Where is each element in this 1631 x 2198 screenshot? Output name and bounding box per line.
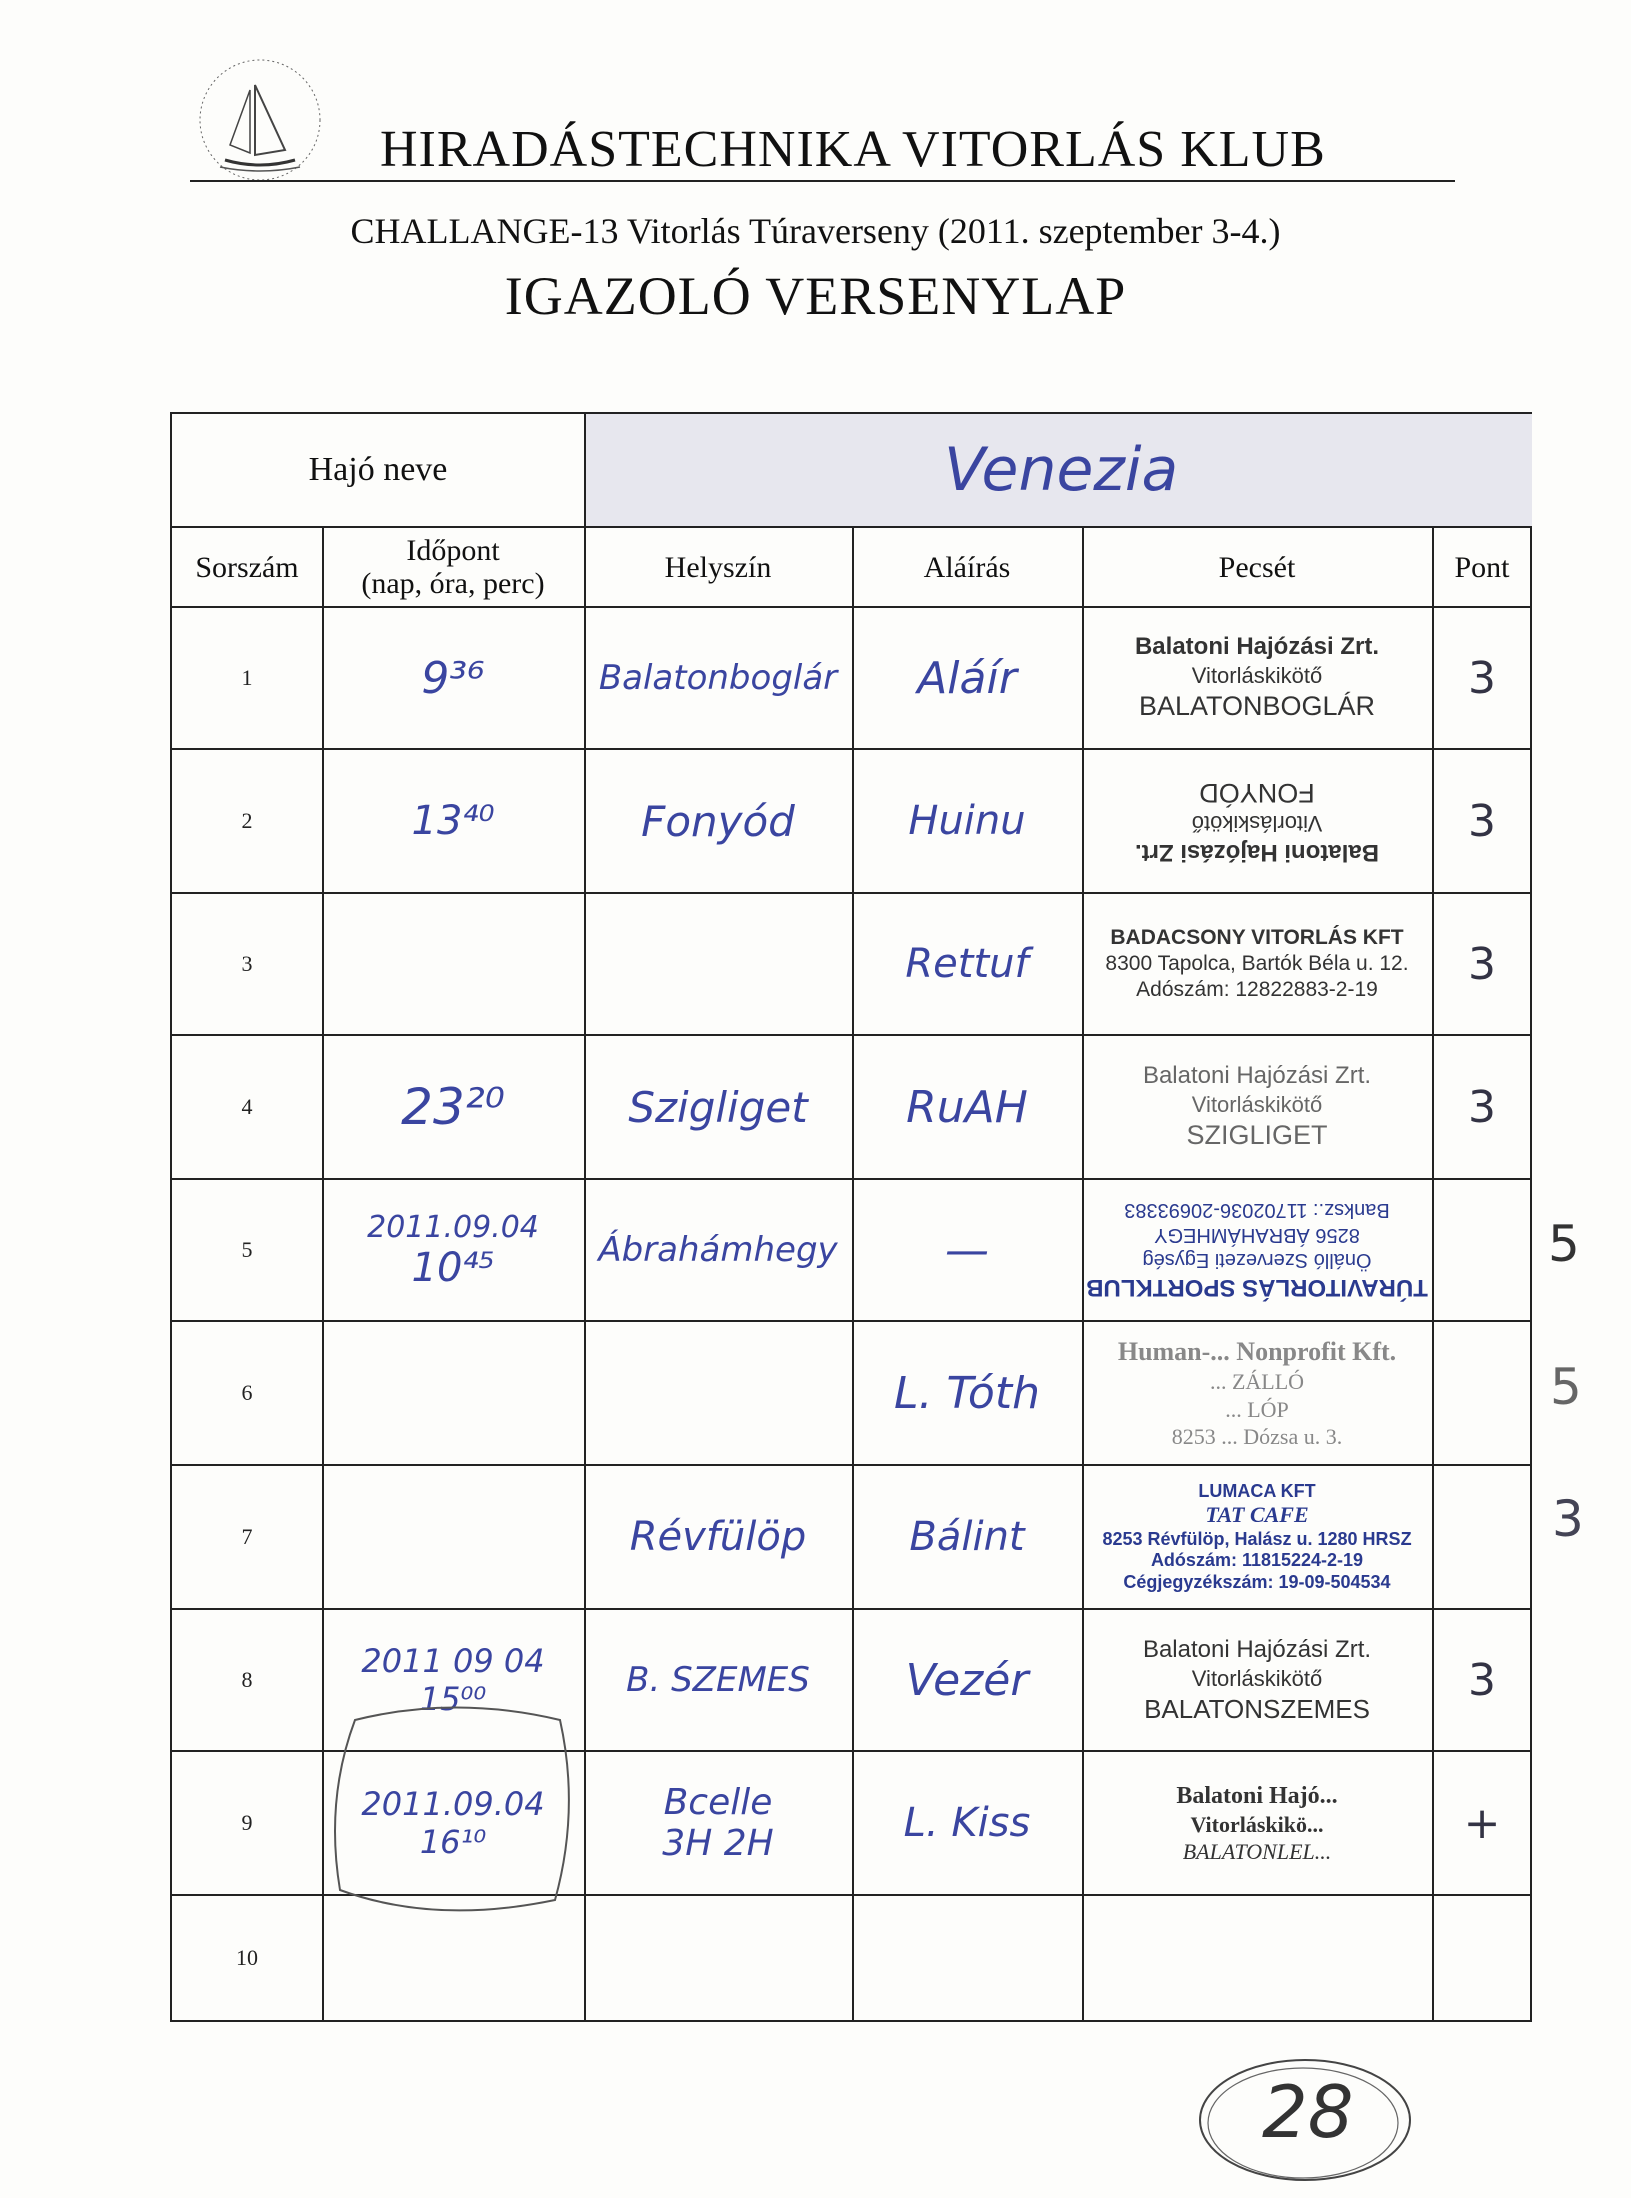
stamp-line: Balatoni Hajózási Zrt. xyxy=(1142,1636,1372,1663)
row-stamp xyxy=(1082,750,1432,892)
club-logo xyxy=(185,45,335,195)
row-no: 7 xyxy=(241,1524,253,1549)
col-header-signature: Aláírás xyxy=(923,550,1011,584)
col-header-points: Pont xyxy=(1454,550,1510,584)
row-signature: L. Kiss xyxy=(903,1800,1031,1846)
stamp-line: Balatoni Hajó... xyxy=(1176,1782,1338,1809)
stamp-line: Vitorláskikö... xyxy=(1190,1811,1324,1837)
row-time[interactable] xyxy=(322,1180,584,1320)
stamp-line: Vitorláskikötő xyxy=(1191,810,1323,836)
boat-name-value[interactable]: Venezia xyxy=(944,435,1179,505)
row-stamp xyxy=(1082,1610,1432,1750)
stamp-line: Vitorláskikötő xyxy=(1191,1666,1323,1691)
margin-score: 3 xyxy=(1552,1490,1584,1548)
row-stamp xyxy=(1082,1752,1432,1894)
row-no: 5 xyxy=(241,1237,253,1262)
row-points[interactable]: 3 xyxy=(1468,1654,1496,1706)
row-no: 4 xyxy=(241,1094,253,1119)
event-subtitle: CHALLANGE-13 Vitorlás Túraverseny (2011. szeptember 3-4.) xyxy=(350,211,1281,251)
row-signature: RuAH xyxy=(906,1081,1028,1133)
col-header-place: Helyszín xyxy=(664,550,772,584)
page-number: 28 xyxy=(1262,2070,1354,2154)
row-time[interactable]: 9³⁶ xyxy=(421,652,485,704)
stamp-line: Adószám: 12822883-2-19 xyxy=(1136,978,1378,1002)
row-place[interactable]: Fonyód xyxy=(641,796,795,846)
row-time-clock: 16¹⁰ xyxy=(419,1823,487,1861)
row-stamp xyxy=(1082,894,1432,1034)
row-no: 6 xyxy=(241,1380,253,1405)
row-signature: Huinu xyxy=(908,798,1026,844)
col-header-stamp: Pecsét xyxy=(1218,550,1296,584)
row-place[interactable]: Szigliget xyxy=(628,1082,808,1132)
row-signature: L. Tóth xyxy=(894,1367,1040,1419)
row-time-date: 2011.09.04 xyxy=(367,1209,539,1245)
row-place-line1: Bcelle xyxy=(663,1782,773,1823)
title-rule xyxy=(190,180,1455,182)
handdrawn-circle xyxy=(315,1700,585,1930)
stamp-line: Adószám: 11815224-2-19 xyxy=(1150,1550,1364,1571)
row-no: 3 xyxy=(241,951,253,976)
col-header-time-line1: Időpont xyxy=(406,534,500,567)
stamp-line: Balatoni Hajózási Zrt. xyxy=(1142,1062,1372,1090)
row-no: 8 xyxy=(241,1667,253,1692)
row-place[interactable]: B. SZEMES xyxy=(626,1660,810,1700)
form-title: IGAZOLÓ VERSENYLAP xyxy=(504,266,1127,326)
row-no: 2 xyxy=(241,808,253,833)
row-stamp xyxy=(1082,1322,1432,1464)
stamp-line: BALATONLEL... xyxy=(1182,1839,1332,1864)
col-header-no: Sorszám xyxy=(195,550,299,584)
row-place[interactable]: Révfülöp xyxy=(629,1514,807,1560)
row-time[interactable]: 13⁴⁰ xyxy=(411,798,495,844)
stamp-line: Vitorláskikötő xyxy=(1191,1092,1323,1118)
row-points[interactable]: 3 xyxy=(1468,938,1496,990)
stamp-line: BALATONSZEMES xyxy=(1144,1693,1370,1724)
row-place[interactable]: Balatonboglár xyxy=(598,658,838,698)
stamp-line: FONYÓD xyxy=(1199,778,1315,809)
row-points[interactable]: 3 xyxy=(1468,795,1496,847)
boat-name-label: Hajó neve xyxy=(308,451,448,489)
row-signature: Bálint xyxy=(909,1514,1025,1560)
row-time-clock: 10⁴⁵ xyxy=(411,1244,495,1291)
stamp-line: BALATONBOGLÁR xyxy=(1138,690,1376,721)
stamp-line: BADACSONY VITORLÁS KFT xyxy=(1110,925,1404,949)
stamp-line: ... LÓP xyxy=(1225,1396,1289,1422)
stamp-line: Banksz.: 11702036-20693383 xyxy=(1124,1199,1390,1222)
row-stamp xyxy=(1082,608,1432,748)
stamp-line: Balatoni Hajózási Zrt. xyxy=(1134,838,1380,866)
row-no: 10 xyxy=(236,1945,258,1970)
stamp-line: 8253 Révfülöp, Halász u. 1280 HRSZ xyxy=(1102,1528,1412,1549)
row-stamp xyxy=(1082,1036,1432,1178)
stamp-line: LUMACA KFT xyxy=(1198,1480,1316,1501)
row-points[interactable]: 3 xyxy=(1468,1081,1496,1133)
stamp-line: SZIGLIGET xyxy=(1186,1119,1328,1150)
row-stamp xyxy=(1082,1180,1432,1320)
row-time[interactable]: 23²⁰ xyxy=(401,1078,505,1136)
margin-score: 5 xyxy=(1548,1215,1580,1273)
stamp-line: Human-... Nonprofit Kft. xyxy=(1117,1336,1397,1366)
stamp-line: Vitorláskikötő xyxy=(1191,663,1323,689)
stamp-line: 8300 Tapolca, Bartók Béla u. 12. xyxy=(1105,951,1409,975)
col-header-time-line2: (nap, óra, perc) xyxy=(361,567,545,600)
stamp-line: 8256 ÁBRAHÁMHEGY xyxy=(1154,1224,1360,1247)
margin-score: 5 xyxy=(1550,1358,1582,1416)
row-time-date: 2011 09 04 xyxy=(361,1642,545,1680)
row-signature: Aláír xyxy=(917,652,1017,704)
row-signature: — xyxy=(945,1224,989,1276)
row-stamp xyxy=(1082,1466,1432,1608)
club-title: HIRADÁSTECHNIKA VITORLÁS KLUB xyxy=(380,121,1326,178)
row-time-clock: 15⁰⁰ xyxy=(419,1680,487,1718)
stamp-line: Önálló Szervezeti Egység xyxy=(1142,1249,1372,1272)
stamp-line: 8253 ... Dózsa u. 3. xyxy=(1171,1424,1343,1449)
row-points[interactable]: + xyxy=(1463,1797,1501,1849)
row-time-date: 2011.09.04 xyxy=(361,1785,545,1823)
stamp-line: ... ZÁLLÓ xyxy=(1209,1369,1305,1394)
row-place[interactable]: Ábrahámhegy xyxy=(598,1230,838,1270)
stamp-line: Cégjegyzékszám: 19-09-504534 xyxy=(1123,1571,1391,1592)
row-place-line2: 3H 2H xyxy=(662,1823,774,1864)
stamp-line: TÚRAVITORLÁS SPORTKLUB xyxy=(1086,1274,1428,1302)
row-place[interactable] xyxy=(584,1752,852,1894)
row-points[interactable]: 3 xyxy=(1468,652,1496,704)
row-no: 9 xyxy=(241,1810,253,1835)
stamp-line: Balatoni Hajózási Zrt. xyxy=(1134,633,1380,661)
row-signature: Rettuf xyxy=(905,941,1029,987)
row-signature: Vezér xyxy=(905,1654,1029,1706)
stamp-line: TAT CAFE xyxy=(1205,1502,1309,1528)
col-header-time xyxy=(322,528,584,606)
row-no: 1 xyxy=(241,665,253,690)
